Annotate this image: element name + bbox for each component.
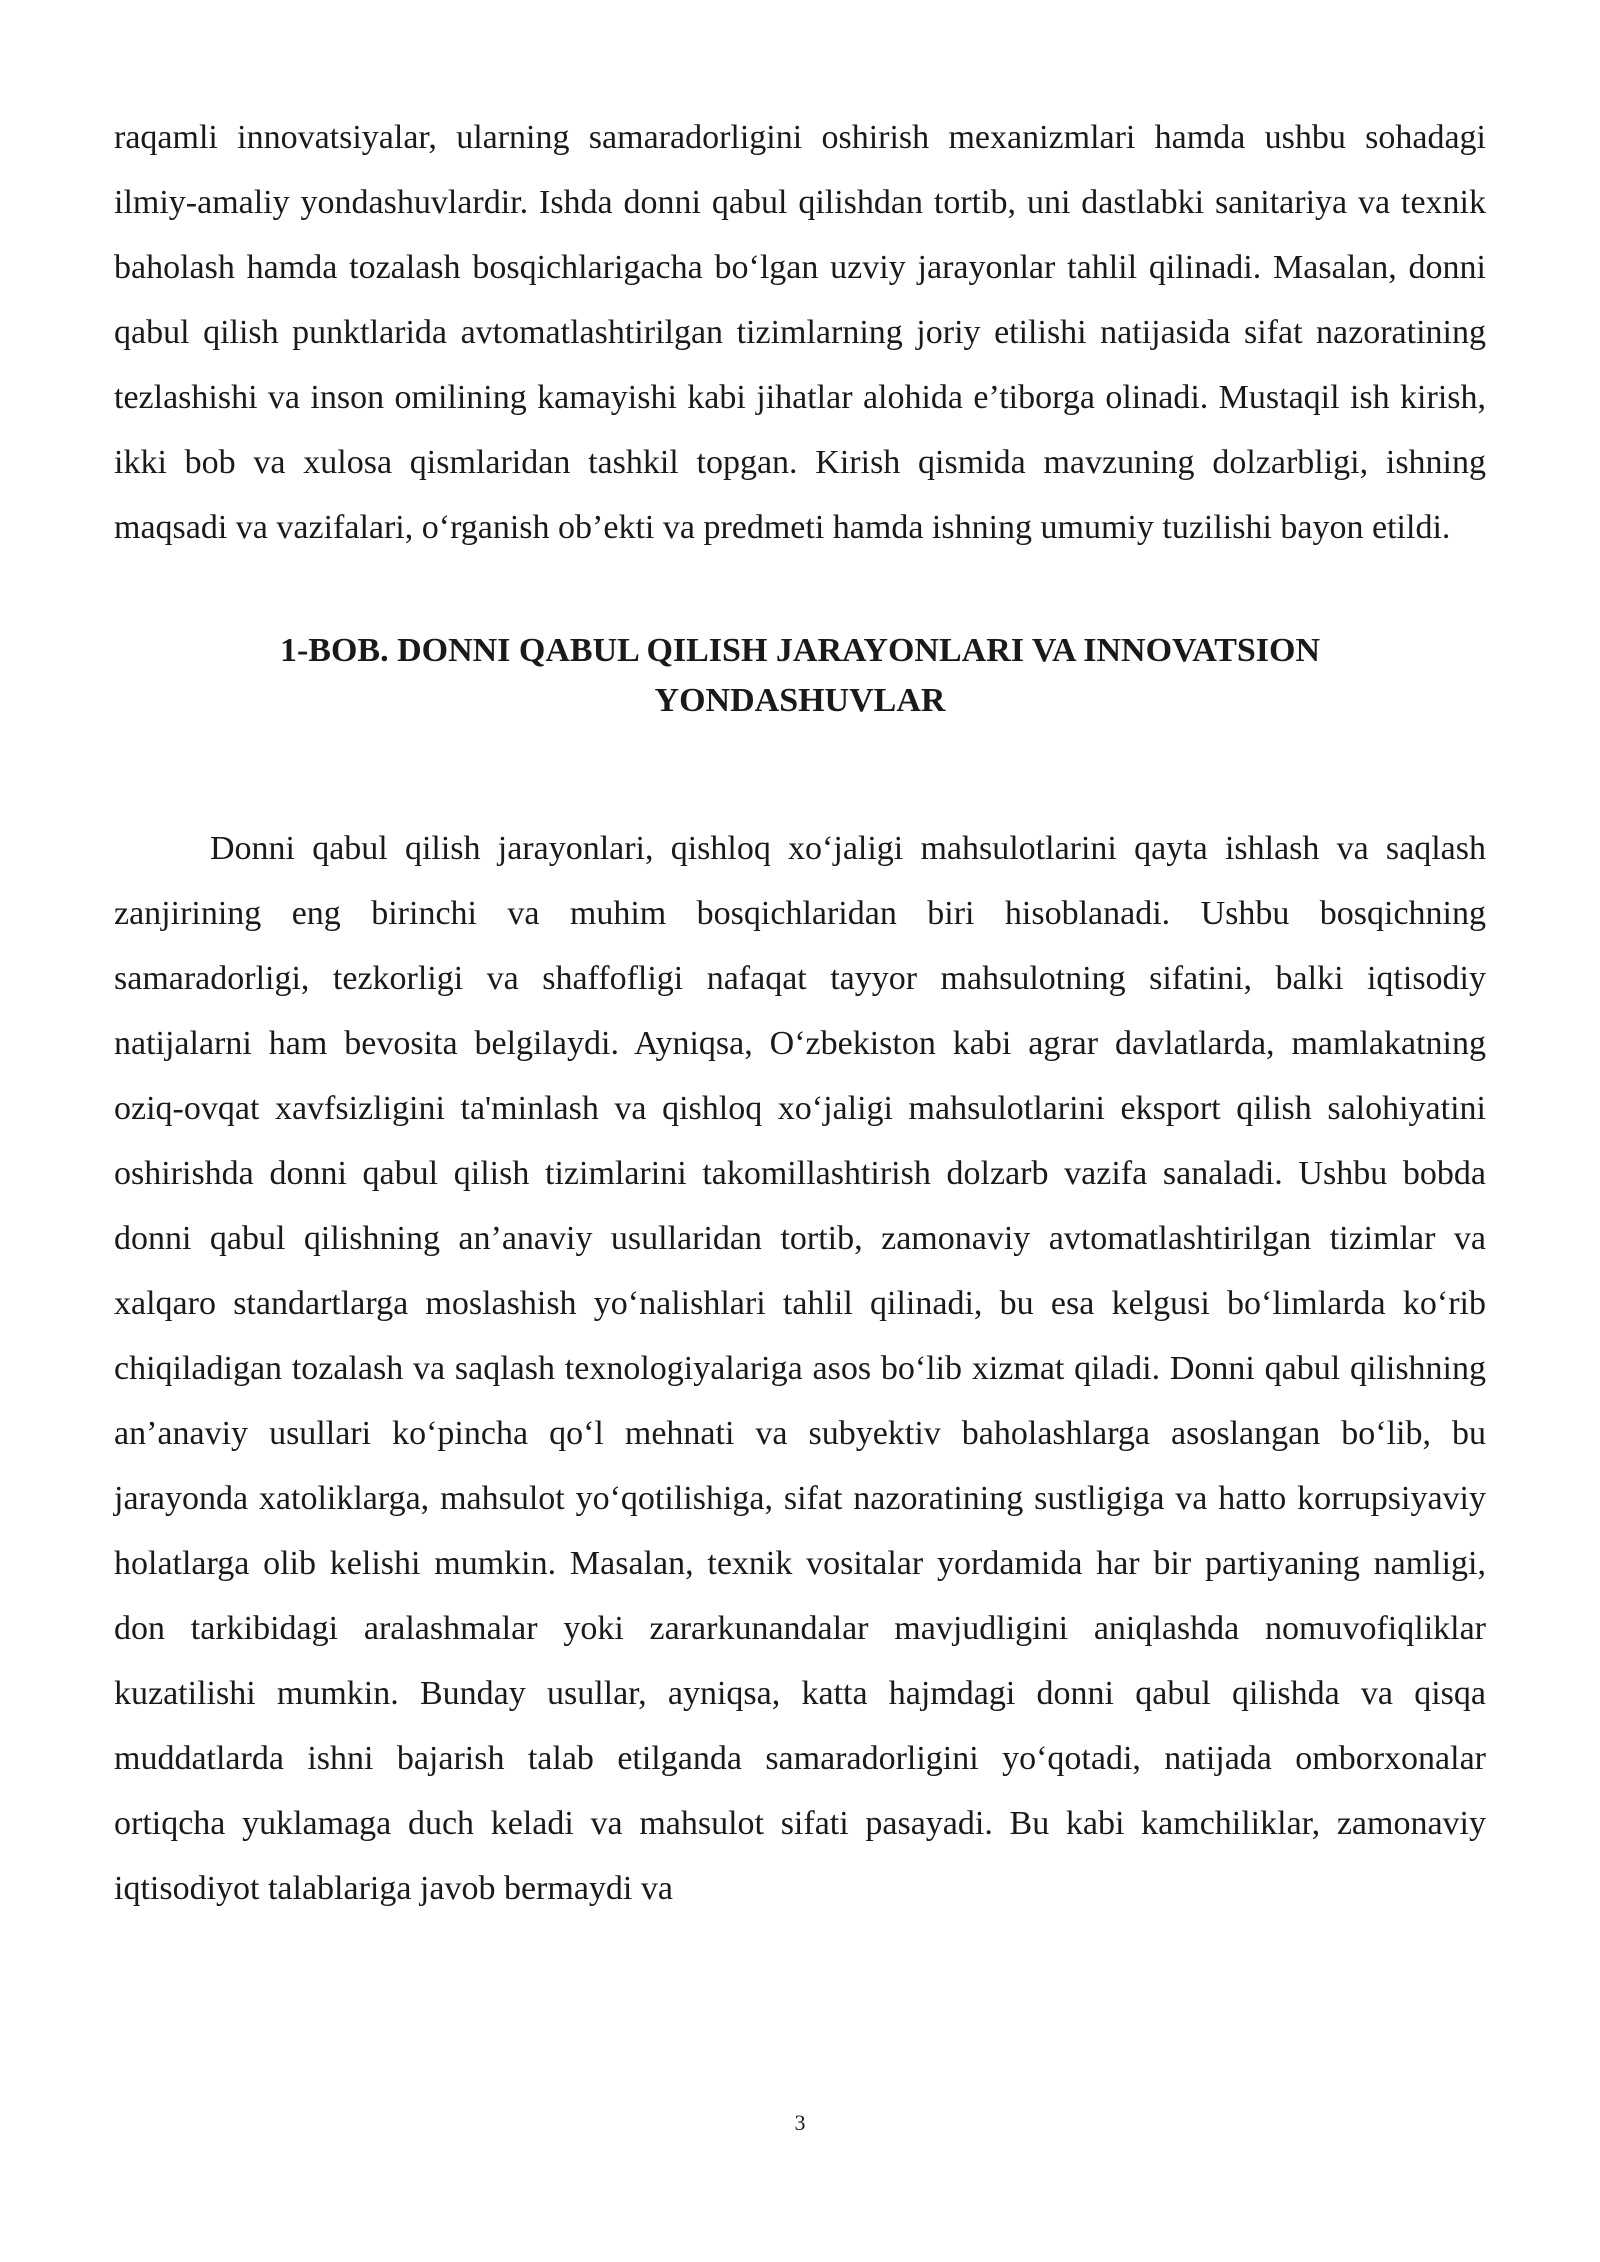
chapter-heading: 1-BOB. DONNI QABUL QILISH JARAYONLARI VA INNOVATSION YONDASHUVLAR [279,632,1321,719]
page-number: 3 [794,2110,806,2135]
intro-paragraph: raqamli innovatsiyalar, ularning samaradorligini oshirish mexanizmlari hamda ushbu sohadagi ilmiy-amaliy yondashuvlardir. Ishda donni qabul qilishdan tortib, uni dastlabki sanitariya va texnik baholash hamda tozalash bosqichlarigacha boʻlgan uzviy jarayonlar tahlil qilinadi. Masalan, donni qabul qilish punktlarida avtomatlashtirilgan tizimlarning joriy etilishi natijasida sifat nazoratining tezlashishi va inson omilining kamayishi kabi jihatlar alohida e’tiborga olinadi. Mustaqil ish kirish, ikki bob va xulosa qismlaridan tashkil topgan. Kirish qismida mavzuning dolzarbligi, ishning maqsadi va vazifalari, oʻrganish ob’ekti va predmeti hamda ishning umumiy tuzilishi bayon etildi. [114,119,1486,546]
document-page [114,105,1486,1921]
chapter-paragraph: Donni qabul qilish jarayonlari, qishloq xoʻjaligi mahsulotlarini qayta ishlash va saqlash zanjirining eng birinchi va muhim bosqichlaridan biri hisoblanadi. Ushbu bosqichning samaradorligi, tezkorligi va shaffofligi nafaqat tayyor mahsulotning sifatini, balki iqtisodiy natijalarni ham bevosita belgilaydi. Ayniqsa, Oʻzbekiston kabi agrar davlatlarda, mamlakatning oziq-ovqat xavfsizligini ta'minlash va qishloq xoʻjaligi mahsulotlarini eksport qilish salohiyatini oshirishda donni qabul qilish tizimlarini takomillashtirish dolzarb vazifa sanaladi. Ushbu bobda donni qabul qilishning an’anaviy usullaridan tortib, zamonaviy avtomatlashtirilgan tizimlar va xalqaro standartlarga moslashish yoʻnalishlari tahlil qilinadi, bu esa kelgusi boʻlimlarda koʻrib chiqiladigan tozalash va saqlash texnologiyalariga asos boʻlib xizmat qiladi. Donni qabul qilishning an’anaviy usullari koʻpincha qoʻl mehnati va subyektiv baholashlarga asoslangan boʻlib, bu jarayonda xatoliklarga, mahsulot yoʻqotilishiga, sifat nazoratining sustligiga va hatto korrupsiyaviy holatlarga olib kelishi mumkin. Masalan, texnik vositalar yordamida har bir partiyaning namligi, don tarkibidagi aralashmalar yoki zararkunandalar mavjudligini aniqlashda nomuvofiqliklar kuzatilishi mumkin. Bunday usullar, ayniqsa, katta hajmdagi donni qabul qilishda va qisqa muddatlarda ishni bajarish talab etilganda samaradorligini yoʻqotadi, natijada omborxonalar ortiqcha yuklamaga duch keladi va mahsulot sifati pasayadi. Bu kabi kamchiliklar, zamonaviy iqtisodiyot talablariga javob bermaydi va [114,830,1486,1907]
